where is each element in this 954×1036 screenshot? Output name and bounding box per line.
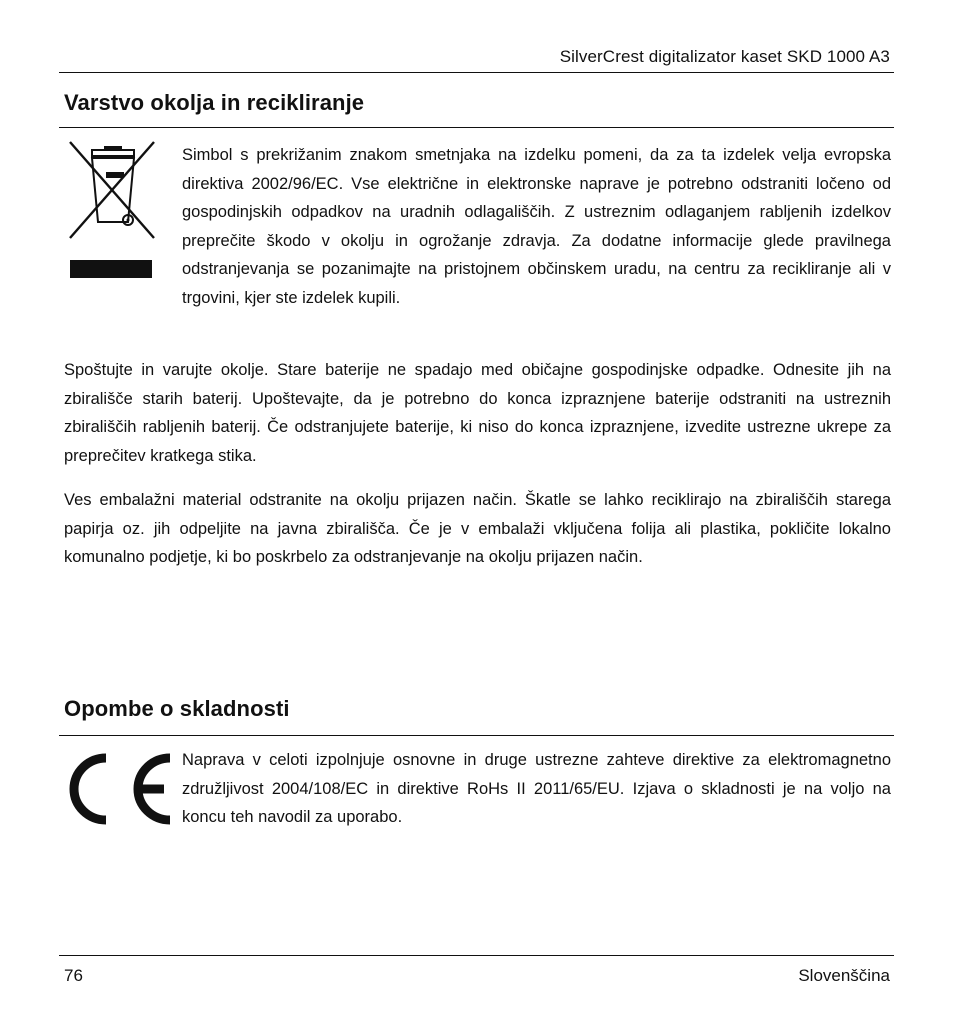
ce-mark-icon xyxy=(62,750,174,828)
conformity-paragraph: Naprava v celoti izpolnjuje osnovne in druge ustrezne zahteve direktive za elektromagnetno združljivost 2004/108/EC in direktive RoHs II 2011/65/EU. Izjava o skladnosti je na voljo na koncu teh navodil za uporabo. xyxy=(182,751,891,826)
running-header: SilverCrest digitalizator kaset SKD 1000 A3 xyxy=(559,47,890,66)
section-rule-environment xyxy=(59,127,894,128)
footer-rule xyxy=(59,955,894,956)
header-rule xyxy=(59,72,894,73)
weee-paragraph: Simbol s prekrižanim znakom smetnjaka na izdelku pomeni, da za ta izdelek velja evropska direktiva 2002/96/EC. Vse električne in elektronske naprave je potrebno odstraniti ločeno od gospodinjskih odpadkov na uradnih odlagališčih. Z ustreznim odlaganjem rabljenih izdelkov preprečite škodo v okolju in ogrožanje zdravja. Za dodatne informacije glede pravilnega odstranjevanja se pozanimajte na pristojnem občinskem uradu, na centru za recikliranje ali v trgovini, kjer ste izdelek kupili. xyxy=(182,146,891,307)
packaging-paragraph: Ves embalažni material odstranite na okolju prijazen način. Škatle se lahko reciklirajo na zbirališčih starega papirja oz. jih odpeljite na javna zbirališča. Če je v embalaži vključena folija ali plastika, pokličite lokalno komunalno podjetje, ki bo poskrbelo za odstranjevanje na okolju prijazen način. xyxy=(64,491,891,566)
section-heading-environment: Varstvo okolja in recikliranje xyxy=(64,90,365,115)
battery-paragraph: Spoštujte in varujte okolje. Stare baterije ne spadajo med običajne gospodinjske odpadke. Odnesite jih na zbirališče starih baterij. Upoštevajte, da je potrebno do konca izpraznjene baterije odstraniti na ustreznih zbirališčih rabljenih baterij. Če odstranjujete baterije, ki niso do konca izpraznjene, izvedite ustrezne ukrepe za preprečitev kratkega stika. xyxy=(64,361,891,465)
section-rule-conformity xyxy=(59,735,894,736)
crossed-out-wheelie-bin-icon xyxy=(62,138,160,280)
footer-language: Slovenščina xyxy=(798,966,890,985)
section-heading-conformity: Opombe o skladnosti xyxy=(64,696,290,721)
page-number: 76 xyxy=(64,966,83,985)
